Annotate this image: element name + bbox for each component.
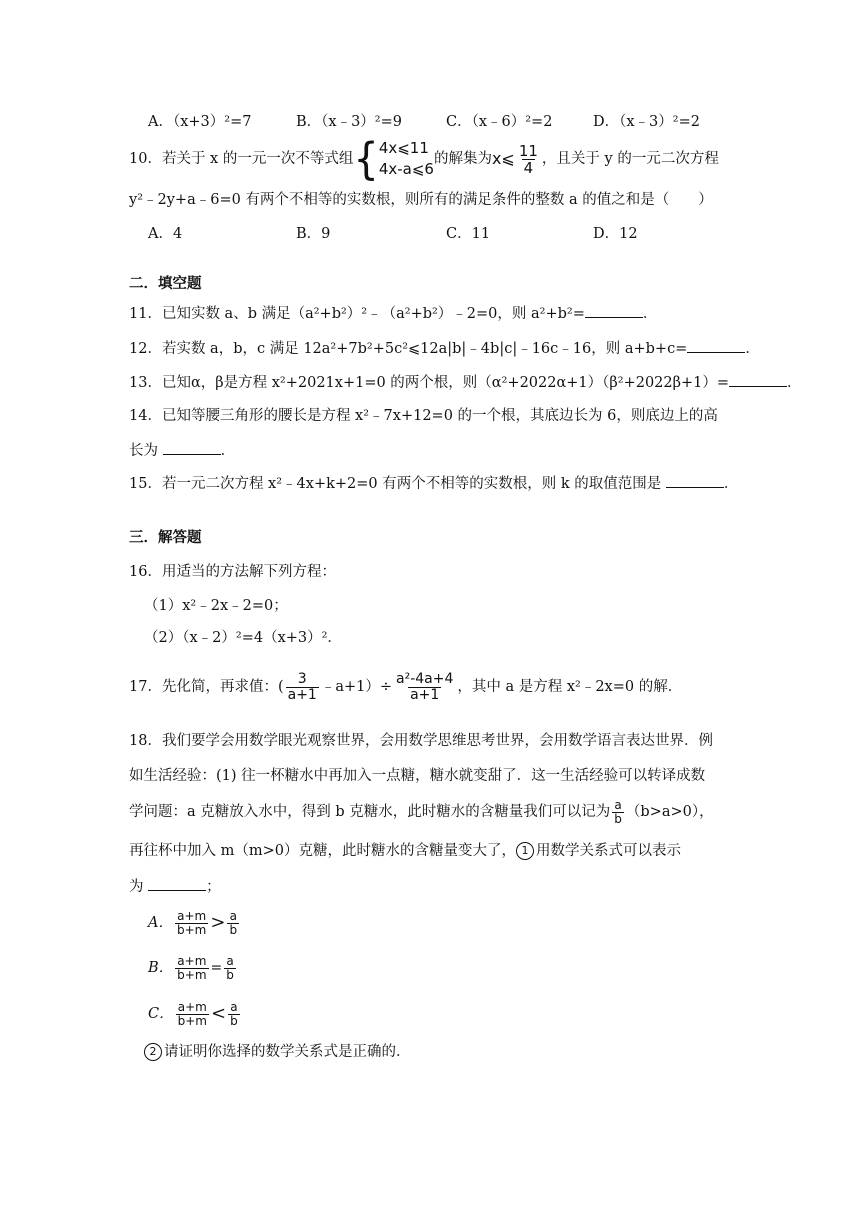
option-label: A． (148, 915, 173, 931)
relation-symbol: = (210, 960, 223, 976)
q16-stem: 16．用适当的方法解下列方程： (129, 564, 336, 580)
q18-line4-pre: 再往杯中加入 m（m>0）克糖，此时糖水的含糖量变大了， (129, 843, 516, 859)
inequality-system (353, 133, 434, 185)
q10-line2: y²﹣2y+a﹣6=0 有两个不相等的实数根，则所有的满足条件的整数 a 的值之和是（ ） (129, 192, 713, 208)
q18-line5: 为 ； (129, 876, 221, 897)
q10-option-d: D．12 (593, 226, 638, 242)
q10-solution-fraction (517, 143, 540, 176)
q11: 11．已知实数 a、b 满足（a²+b²）²﹣（a²+b²）﹣2=0，则 a²+b²= ． (129, 303, 657, 324)
section-solve-title: 三．解答题 (129, 529, 202, 546)
q17-prefix: 17．先化简，再求值：( (129, 679, 284, 695)
q9-option-b: B．（x﹣3）²=9 (296, 114, 402, 130)
q10-stem (129, 133, 719, 185)
answer-blank (148, 876, 206, 891)
q18-line2: 如生活经验：(1) 往一杯糖水中再加入一点糖，糖水就变甜了．这一生活经验可以转译成数 (129, 768, 706, 784)
q17-fraction-2 (394, 672, 455, 703)
q17-fraction-1 (286, 672, 319, 703)
q17-suffix: ，其中 a 是方程 x²﹣2x=0 的解． (457, 679, 683, 695)
inequality-row-2: 4x-a⩽6 (378, 160, 434, 178)
inequality-row-1: 4x⩽11 (378, 139, 429, 157)
q10-prefix: 10．若关于 x 的一元一次不等式组 (129, 151, 354, 167)
q9-option-c: C．（x﹣6）²=2 (446, 114, 553, 130)
q17 (129, 670, 682, 704)
option-label: C． (148, 1006, 174, 1022)
q16-part1: （1）x²﹣2x﹣2=0； (144, 598, 288, 614)
option-label: B． (148, 960, 174, 976)
q11-text: 11．已知实数 a、b 满足（a²+b²）²﹣（a²+b²）﹣2=0，则 a²+b²= (129, 306, 585, 322)
fraction-numerator: 3 (297, 670, 307, 687)
fraction-denominator: a+1 (410, 686, 440, 703)
q10-solution-lhs: x⩽ (491, 149, 515, 168)
q18-prove (144, 1042, 411, 1062)
fraction-denominator: b (614, 811, 622, 826)
fraction-denominator: b (229, 922, 238, 937)
fraction-numerator: a (614, 797, 622, 812)
fraction-numerator: a (226, 953, 234, 968)
fraction-denominator: b (226, 967, 234, 982)
q18-prove-text: 请证明你选择的数学关系式是正确的． (164, 1044, 411, 1060)
q14-line2-text: 长为 (129, 443, 158, 459)
q10-option-a: A．4 (148, 226, 183, 242)
answer-blank (585, 303, 643, 318)
fraction-numerator: 11 (518, 141, 538, 160)
q10-option-c: C．11 (446, 226, 491, 242)
q18-option-b (148, 951, 238, 985)
circled-number-1-icon: 1 (516, 842, 534, 860)
q10-suffix: ，且关于 y 的一元二次方程 (541, 151, 719, 167)
q13: 13．已知α，β是方程 x²+2021x+1=0 的两个根，则（α²+2022α+1）（β²+2022β+1）= ． (129, 372, 802, 393)
circled-number-2-icon: 2 (144, 1043, 162, 1061)
q13-text: 13．已知α，β是方程 x²+2021x+1=0 的两个根，则（α²+2022α+1）（β²+2022β+1）= (129, 375, 730, 391)
q18-line5-text: 为 (129, 879, 144, 895)
q18-option-c (148, 997, 242, 1031)
fraction-numerator: a (229, 908, 237, 923)
brace-symbol: { (353, 133, 379, 185)
relation-symbol: > (210, 912, 226, 933)
option-fraction-left (175, 910, 208, 937)
fraction-numerator: a+m (177, 999, 207, 1014)
q9-option-d: D．（x﹣3）²=2 (593, 114, 700, 130)
answer-blank (666, 473, 724, 488)
q17-mid: ﹣a+1）÷ (320, 679, 392, 695)
option-fraction-left (175, 955, 208, 982)
fraction-denominator: b+m (176, 922, 207, 937)
fraction-denominator: b+m (177, 967, 207, 982)
fraction-numerator: a+m (177, 908, 207, 923)
answer-blank (687, 338, 745, 353)
q15: 15．若一元二次方程 x²﹣4x+k+2=0 有两个不相等的实数根，则 k 的取值范围是 ． (129, 473, 738, 494)
fraction-denominator: 4 (523, 158, 534, 177)
option-fraction-right (224, 955, 236, 982)
answer-blank (163, 440, 221, 455)
answer-blank (729, 372, 787, 387)
q14-line1: 14．已知等腰三角形的腰长是方程 x²﹣7x+12=0 的一个根，其底边长为 6，则底边上的高 (129, 408, 718, 424)
q16-part2: （2）（x﹣2）²=4（x+3）²． (144, 630, 342, 646)
q18-line3-post: （b>a>0）， (625, 804, 714, 820)
q18-line4 (129, 841, 681, 861)
q10-mid: 的解集为 (433, 151, 492, 167)
q18-line1: 18．我们要学会用数学眼光观察世界，会用数学思维思考世界，会用数学语言表达世界．例 (129, 733, 713, 749)
q14-line2: 长为 ． (129, 440, 235, 461)
fraction-denominator: b+m (177, 1013, 207, 1028)
q15-text: 15．若一元二次方程 x²﹣4x+k+2=0 有两个不相等的实数根，则 k 的取值范围是 (129, 476, 662, 492)
option-fraction-right (228, 1001, 240, 1028)
q18-ratio-fraction (612, 799, 624, 826)
option-fraction-left (176, 1001, 209, 1028)
fraction-denominator: a+1 (287, 686, 317, 703)
q18-line4-post: 用数学关系式可以表示 (535, 843, 681, 859)
relation-symbol: < (210, 1003, 227, 1024)
option-fraction-right (227, 910, 239, 937)
q10-option-b: B．9 (296, 226, 331, 242)
q12-text: 12．若实数 a，b，c 满足 12a²+7b²+5c²⩽12a|b|﹣4b|c|﹣16c﹣16，则 a+b+c= (129, 341, 688, 357)
section-fill-in-title: 二．填空题 (129, 275, 202, 292)
q9-option-a: A．（x+3）²=7 (148, 114, 252, 130)
q18-option-a (148, 906, 241, 940)
fraction-denominator: b (230, 1013, 238, 1028)
q18-line3 (129, 796, 714, 828)
q12: 12．若实数 a，b，c 满足 12a²+7b²+5c²⩽12a|b|﹣4b|c|﹣16c﹣16，则 a+b+c= ． (129, 338, 760, 359)
fraction-numerator: a²-4a+4 (396, 670, 454, 687)
q18-line3-pre: 学问题：a 克糖放入水中，得到 b 克糖水，此时糖水的含糖量我们可以记为 (129, 804, 611, 820)
fraction-numerator: a+m (177, 953, 207, 968)
fraction-numerator: a (230, 999, 238, 1014)
